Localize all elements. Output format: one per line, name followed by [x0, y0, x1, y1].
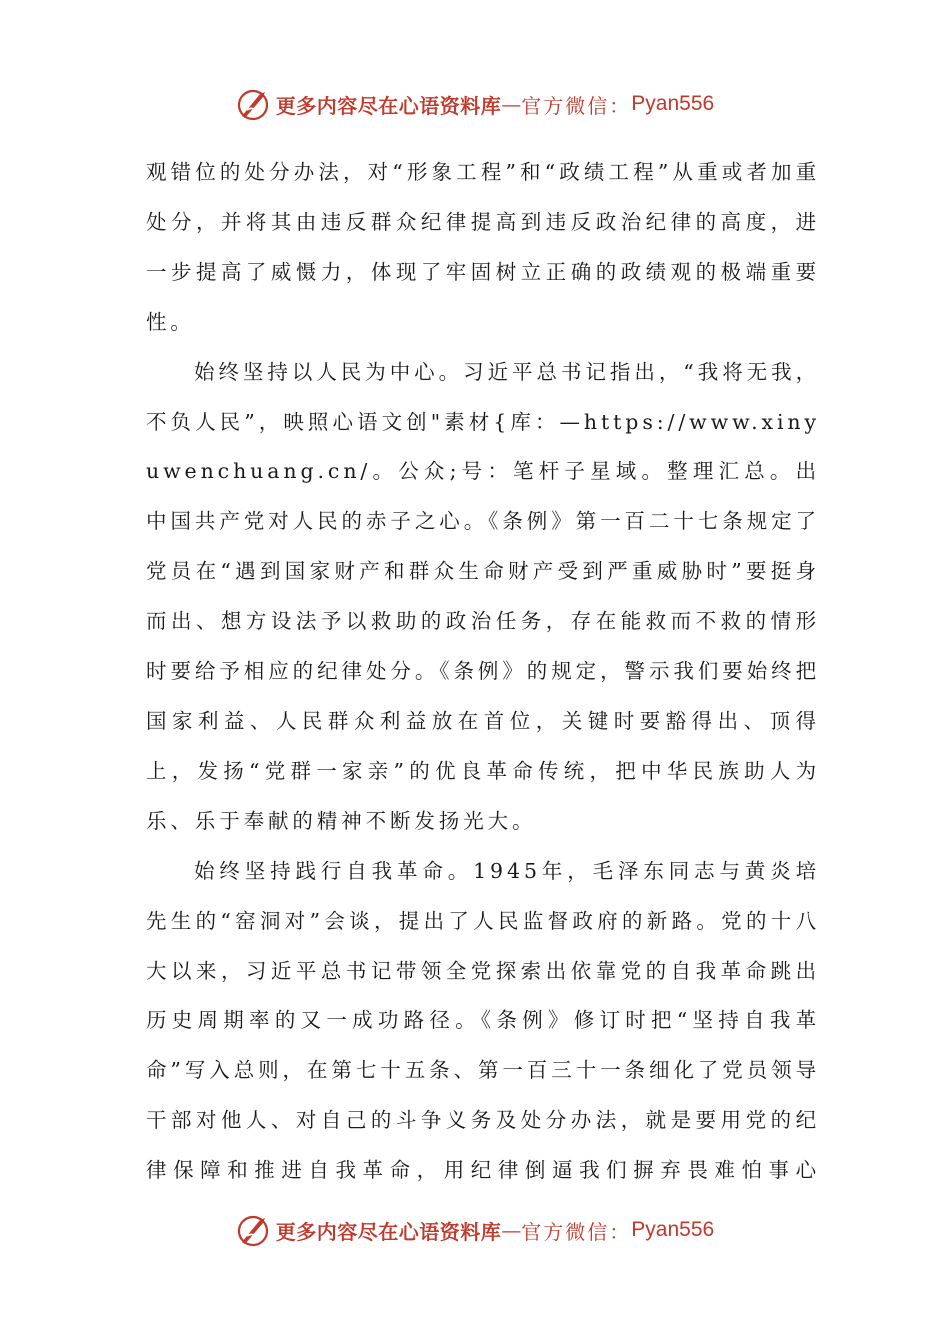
pen-logo-icon	[236, 1212, 272, 1248]
brand-text: 更多内容尽在心语资料库	[275, 93, 502, 118]
brand-text: 更多内容尽在心语资料库	[275, 1219, 502, 1244]
wechat-id: Pyan556	[631, 1218, 715, 1241]
document-body	[146, 148, 820, 1188]
banner-dash: —	[501, 1218, 522, 1242]
paragraph-3: 始终坚持践行自我革命。1945年，毛泽东同志与黄炎培先生的“窑洞对”会谈，提出了人民监督政府的新路。党的十八大以来，习近平总书记带领全党探索出依靠党的自我革命跳出历史周期率的又一成功路径。《条例》修订时把“坚持自我革命”写入总则，在第七十五条、第一百三十一条细化了党员领导干部对他人、对自己的斗争义务及处分办法，就是要用党的纪律保障和推进自我革命，用纪律倒逼我们摒弃畏难怕事心	[146, 858, 820, 1183]
paragraph-1: 观错位的处分办法，对“形象工程”和“政绩工程”从重或者加重处分，并将其由违反群众纪律提高到违反政治纪律的高度，进一步提高了威慑力，体现了牢固树立正确的政绩观的极端重要性。	[146, 160, 820, 334]
banner-dash: —	[501, 92, 522, 116]
paragraph-2: 始终坚持以人民为中心。习近平总书记指出，“我将无我，不负人民”，映照心语文创"素材{库：—https://www.xinyuwenchuang.cn/。公众;号：笔杆子星域。整理汇总。出中国共产党对人民的赤子之心。《条例》第一百二十七条规定了党员在“遇到国家财产和群众生命财产受到严重威胁时”要挺身而出、想方设法予以救助的政治任务，存在能救而不救的情形时要给予相应的纪律处分。《条例》的规定，警示我们要始终把国家利益、人民群众利益放在首位，关键时要豁得出、顶得上，发扬“党群一家亲”的优良革命传统，把中华民族助人为乐、乐于奉献的精神不断发扬光大。	[146, 359, 820, 833]
footer-banner	[0, 1208, 950, 1252]
pen-logo-icon	[236, 86, 272, 122]
wechat-label: 官方微信：	[521, 1219, 632, 1244]
wechat-id: Pyan556	[631, 92, 715, 115]
header-banner	[0, 82, 950, 126]
wechat-label: 官方微信：	[521, 93, 632, 118]
